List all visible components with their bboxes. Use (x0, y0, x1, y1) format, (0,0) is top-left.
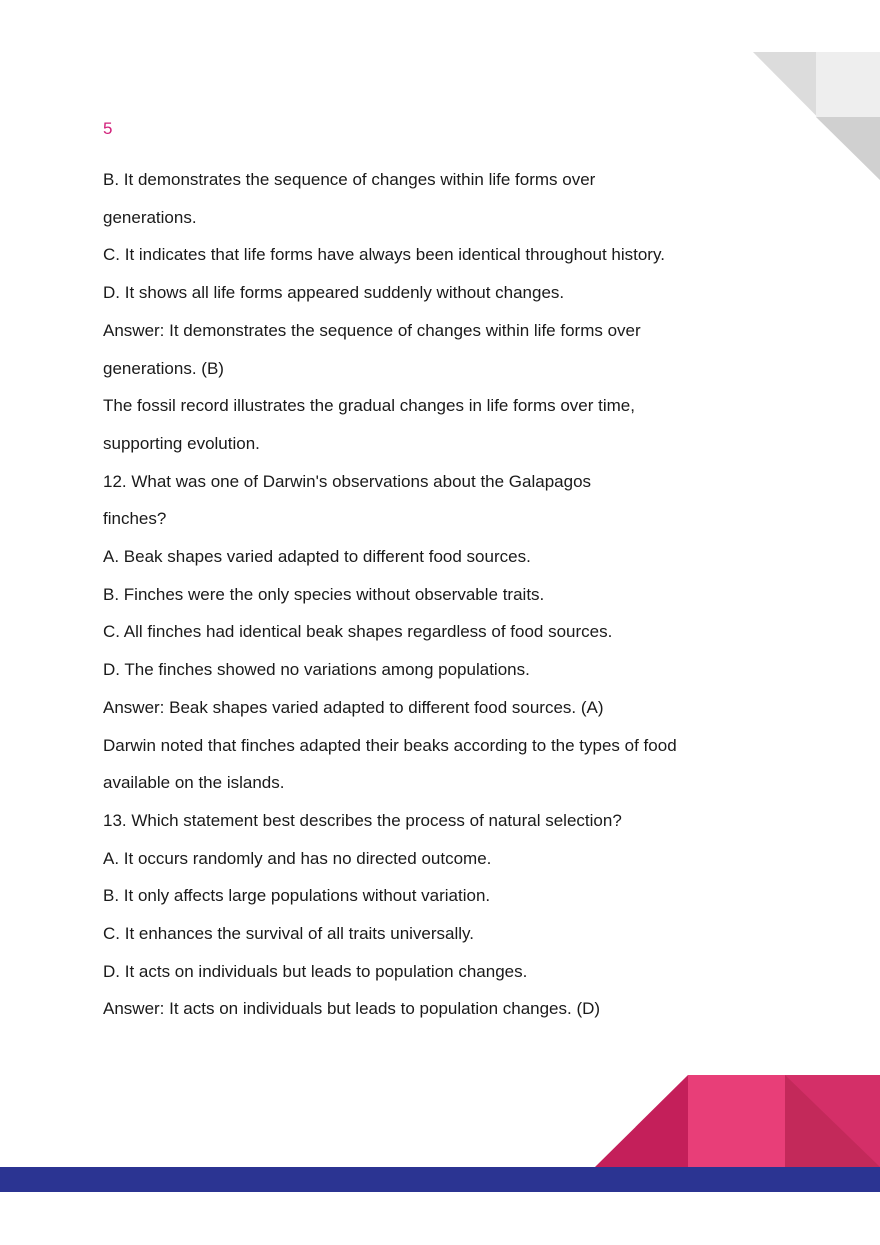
answer-line: generations. (B) (103, 358, 224, 378)
option-line: C. All finches had identical beak shapes regardless of food sources. (103, 622, 613, 642)
option-line: A. It occurs randomly and has no directed outcome. (103, 848, 492, 868)
explanation-line: supporting evolution. (103, 433, 260, 453)
answer-line: Answer: It acts on individuals but leads to population changes. (D) (103, 999, 601, 1019)
document-body (103, 161, 743, 1028)
answer-line: Answer: It demonstrates the sequence of changes within life forms over (103, 320, 641, 340)
text-line: D. It shows all life forms appeared suddenly without changes. (103, 283, 565, 303)
answer-line: Answer: Beak shapes varied adapted to different food sources. (A) (103, 697, 604, 717)
explanation-line: available on the islands. (103, 773, 285, 793)
option-line: C. It enhances the survival of all traits universally. (103, 924, 475, 944)
explanation-line: Darwin noted that finches adapted their beaks according to the types of food (103, 735, 677, 755)
text-line: C. It indicates that life forms have always been identical throughout history. (103, 245, 665, 265)
text-line: B. It demonstrates the sequence of changes within life forms over (103, 170, 596, 189)
page-number: 5 (103, 119, 113, 138)
option-line: D. The finches showed no variations among populations. (103, 660, 530, 680)
corner-triangle-bottom (816, 117, 880, 180)
pink-block (688, 1075, 785, 1167)
question-line: 12. What was one of Darwin's observations about the Galapagos (103, 471, 592, 491)
magenta-triangle (595, 1075, 688, 1167)
option-line: D. It acts on individuals but leads to population changes. (103, 961, 528, 981)
option-line: B. Finches were the only species without observable traits. (103, 584, 545, 604)
option-line: A. Beak shapes varied adapted to different food sources. (103, 547, 531, 567)
question-line: 13. Which statement best describes the process of natural selection? (103, 810, 622, 830)
explanation-line: The fossil record illustrates the gradual changes in life forms over time, (103, 396, 635, 416)
bottom-corner-decoration (595, 1075, 880, 1167)
top-corner-decoration (753, 52, 880, 180)
corner-square-light (816, 52, 880, 117)
text-line: generations. (103, 207, 197, 227)
footer-band (0, 1167, 880, 1192)
question-line: finches? (103, 509, 167, 529)
option-line: B. It only affects large populations without variation. (103, 886, 491, 906)
